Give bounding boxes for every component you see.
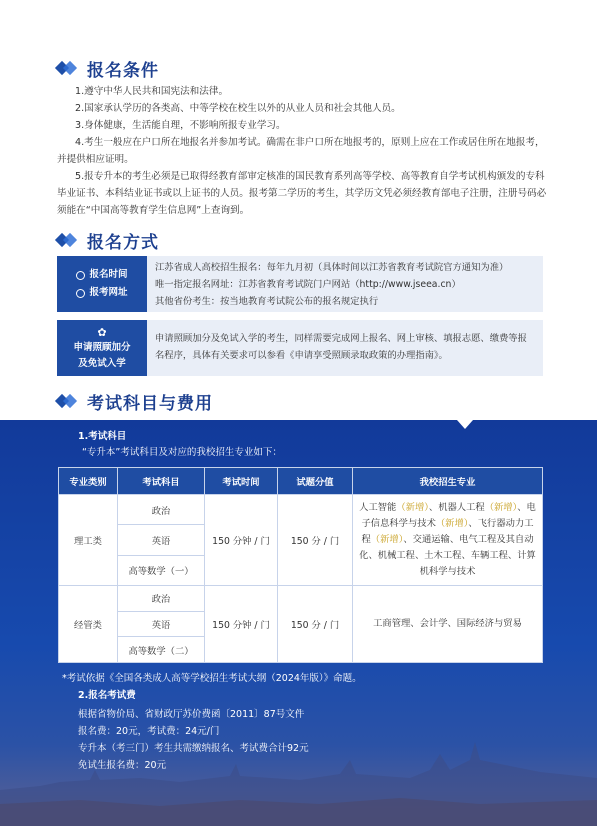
subject-cell: 高等数学（二） [118, 637, 205, 663]
time-cell: 150 分钟 / 门 [205, 495, 278, 586]
section-header-registration-conditions [55, 56, 159, 80]
new-tag: （新增） [484, 501, 518, 513]
major-text: 、交通运输、电气工程及其自动化、机械工程、土木工程、车辆工程、计算机科学与技术 [359, 533, 536, 577]
category-cell: 理工类 [59, 495, 118, 586]
new-tag: （新增） [435, 517, 469, 529]
condition-item: 4.考生一般应在户口所在地报名并参加考试。确需在非户口所在地报考的，原则上应在工作或居住所在地报考，并提供相应证明。 [57, 137, 545, 165]
diamond-icon [55, 59, 79, 77]
condition-item: 5.报专升本的考生必须是已取得经教育部审定核准的国民教育系列高等学校、高等教育自学考试机构颁发的专科毕业证书、本科结业证书或以上证书的人员。报考第二学历的考生，其学历文凭必须经教育部电子注册，注册号码必须能在“中国高等教育学生信息网”上查询到。 [57, 171, 547, 216]
section-title: 报名方式 [87, 232, 159, 253]
exam-table [58, 467, 543, 663]
subject-cell: 英语 [118, 525, 205, 555]
header-cell: 试题分值 [278, 468, 353, 495]
registration-time-box [57, 256, 543, 312]
section-header-registration-method [55, 228, 159, 252]
major-text: 人工智能 [359, 501, 397, 513]
care-icon: ✿ [97, 325, 107, 339]
time-cell: 150 分钟 / 门 [205, 585, 278, 662]
major-text: 、电子信息科学与技术 [361, 501, 536, 529]
condition-item: 2.国家承认学历的各类高、中等学校在校生以外的从业人员和社会其他人员。 [75, 103, 401, 114]
fees-heading: 2.报名考试费 [78, 690, 136, 701]
condition-item: 3.身体健康，生活能自理，不影响所报专业学习。 [75, 120, 286, 131]
subject-cell: 英语 [118, 611, 205, 637]
header-cell: 考试科目 [118, 468, 205, 495]
diamond-icon [55, 231, 79, 249]
new-tag: （新增） [370, 533, 404, 545]
conditions-list [57, 83, 547, 219]
table-row [59, 495, 543, 525]
majors-cell: 工商管理、会计学、国际经济与贸易 [353, 585, 543, 662]
box-label: ✿ 申请照顾加分 及免试入学 [57, 320, 147, 376]
exam-note: *考试依据《全国各类成人高等学校招生考试大纲（2024年版）》命题。 [62, 673, 362, 684]
major-text: 、飞行器动力工程 [361, 517, 534, 545]
section-title: 考试科目与费用 [87, 393, 213, 414]
subject-cell: 政治 [118, 495, 205, 525]
table-row [59, 585, 543, 611]
score-cell: 150 分 / 门 [278, 585, 353, 662]
header-cell: 我校招生专业 [353, 468, 543, 495]
notch [457, 420, 473, 429]
subject-cell: 高等数学（一） [118, 555, 205, 585]
category-cell: 经管类 [59, 585, 118, 662]
box-content: 申请照顾加分及免试入学的考生，同样需要完成网上报名、网上审核、填报志愿、缴费等报名程序，具体有关要求可以参看《申请享受照顾录取政策的办理指南》。 [147, 320, 543, 376]
globe-icon [76, 289, 85, 298]
condition-item: 1.遵守中华人民共和国宪法和法律。 [75, 86, 229, 97]
subject-cell: 政治 [118, 585, 205, 611]
bonus-points-box [57, 320, 543, 376]
section-header-exam-subjects-fees [55, 389, 213, 413]
fee-line: 免试生报名费：20元 [78, 760, 167, 771]
exam-intro: “专升本”考试科目及对应的我校招生专业如下： [82, 447, 282, 458]
fee-line: 根据省物价局、省财政厅苏价费函〔2011〕87号文件 [78, 709, 305, 720]
score-cell: 150 分 / 门 [278, 495, 353, 586]
box-content: 江苏省成人高校招生报名：每年九月初（具体时间以江苏省教育考试院官方通知为准） 唯一指定报名网址：江苏省教育考试院门户网站（http://www.jseea.cn） 其他省份考生：按当地教育考试院公布的报名规定执行 [147, 256, 543, 312]
major-text: 、机器人工程 [428, 501, 485, 513]
fees-list [78, 706, 309, 774]
diamond-icon [55, 392, 79, 410]
section-title: 报名条件 [87, 60, 159, 81]
header-cell: 专业类别 [59, 468, 118, 495]
clock-icon [76, 271, 85, 280]
majors-cell [353, 495, 543, 586]
table-header-row [59, 468, 543, 495]
box-label: 报名时间 报考网址 [57, 256, 147, 312]
header-cell: 考试时间 [205, 468, 278, 495]
new-tag: （新增） [396, 501, 429, 513]
fee-line: 报名费：20元，考试费：24元/门 [78, 726, 220, 737]
fee-line: 专升本（考三门）考生共需缴纳报名、考试费合计92元 [78, 743, 309, 754]
exam-subjects-heading: 1.考试科目 [78, 431, 127, 442]
